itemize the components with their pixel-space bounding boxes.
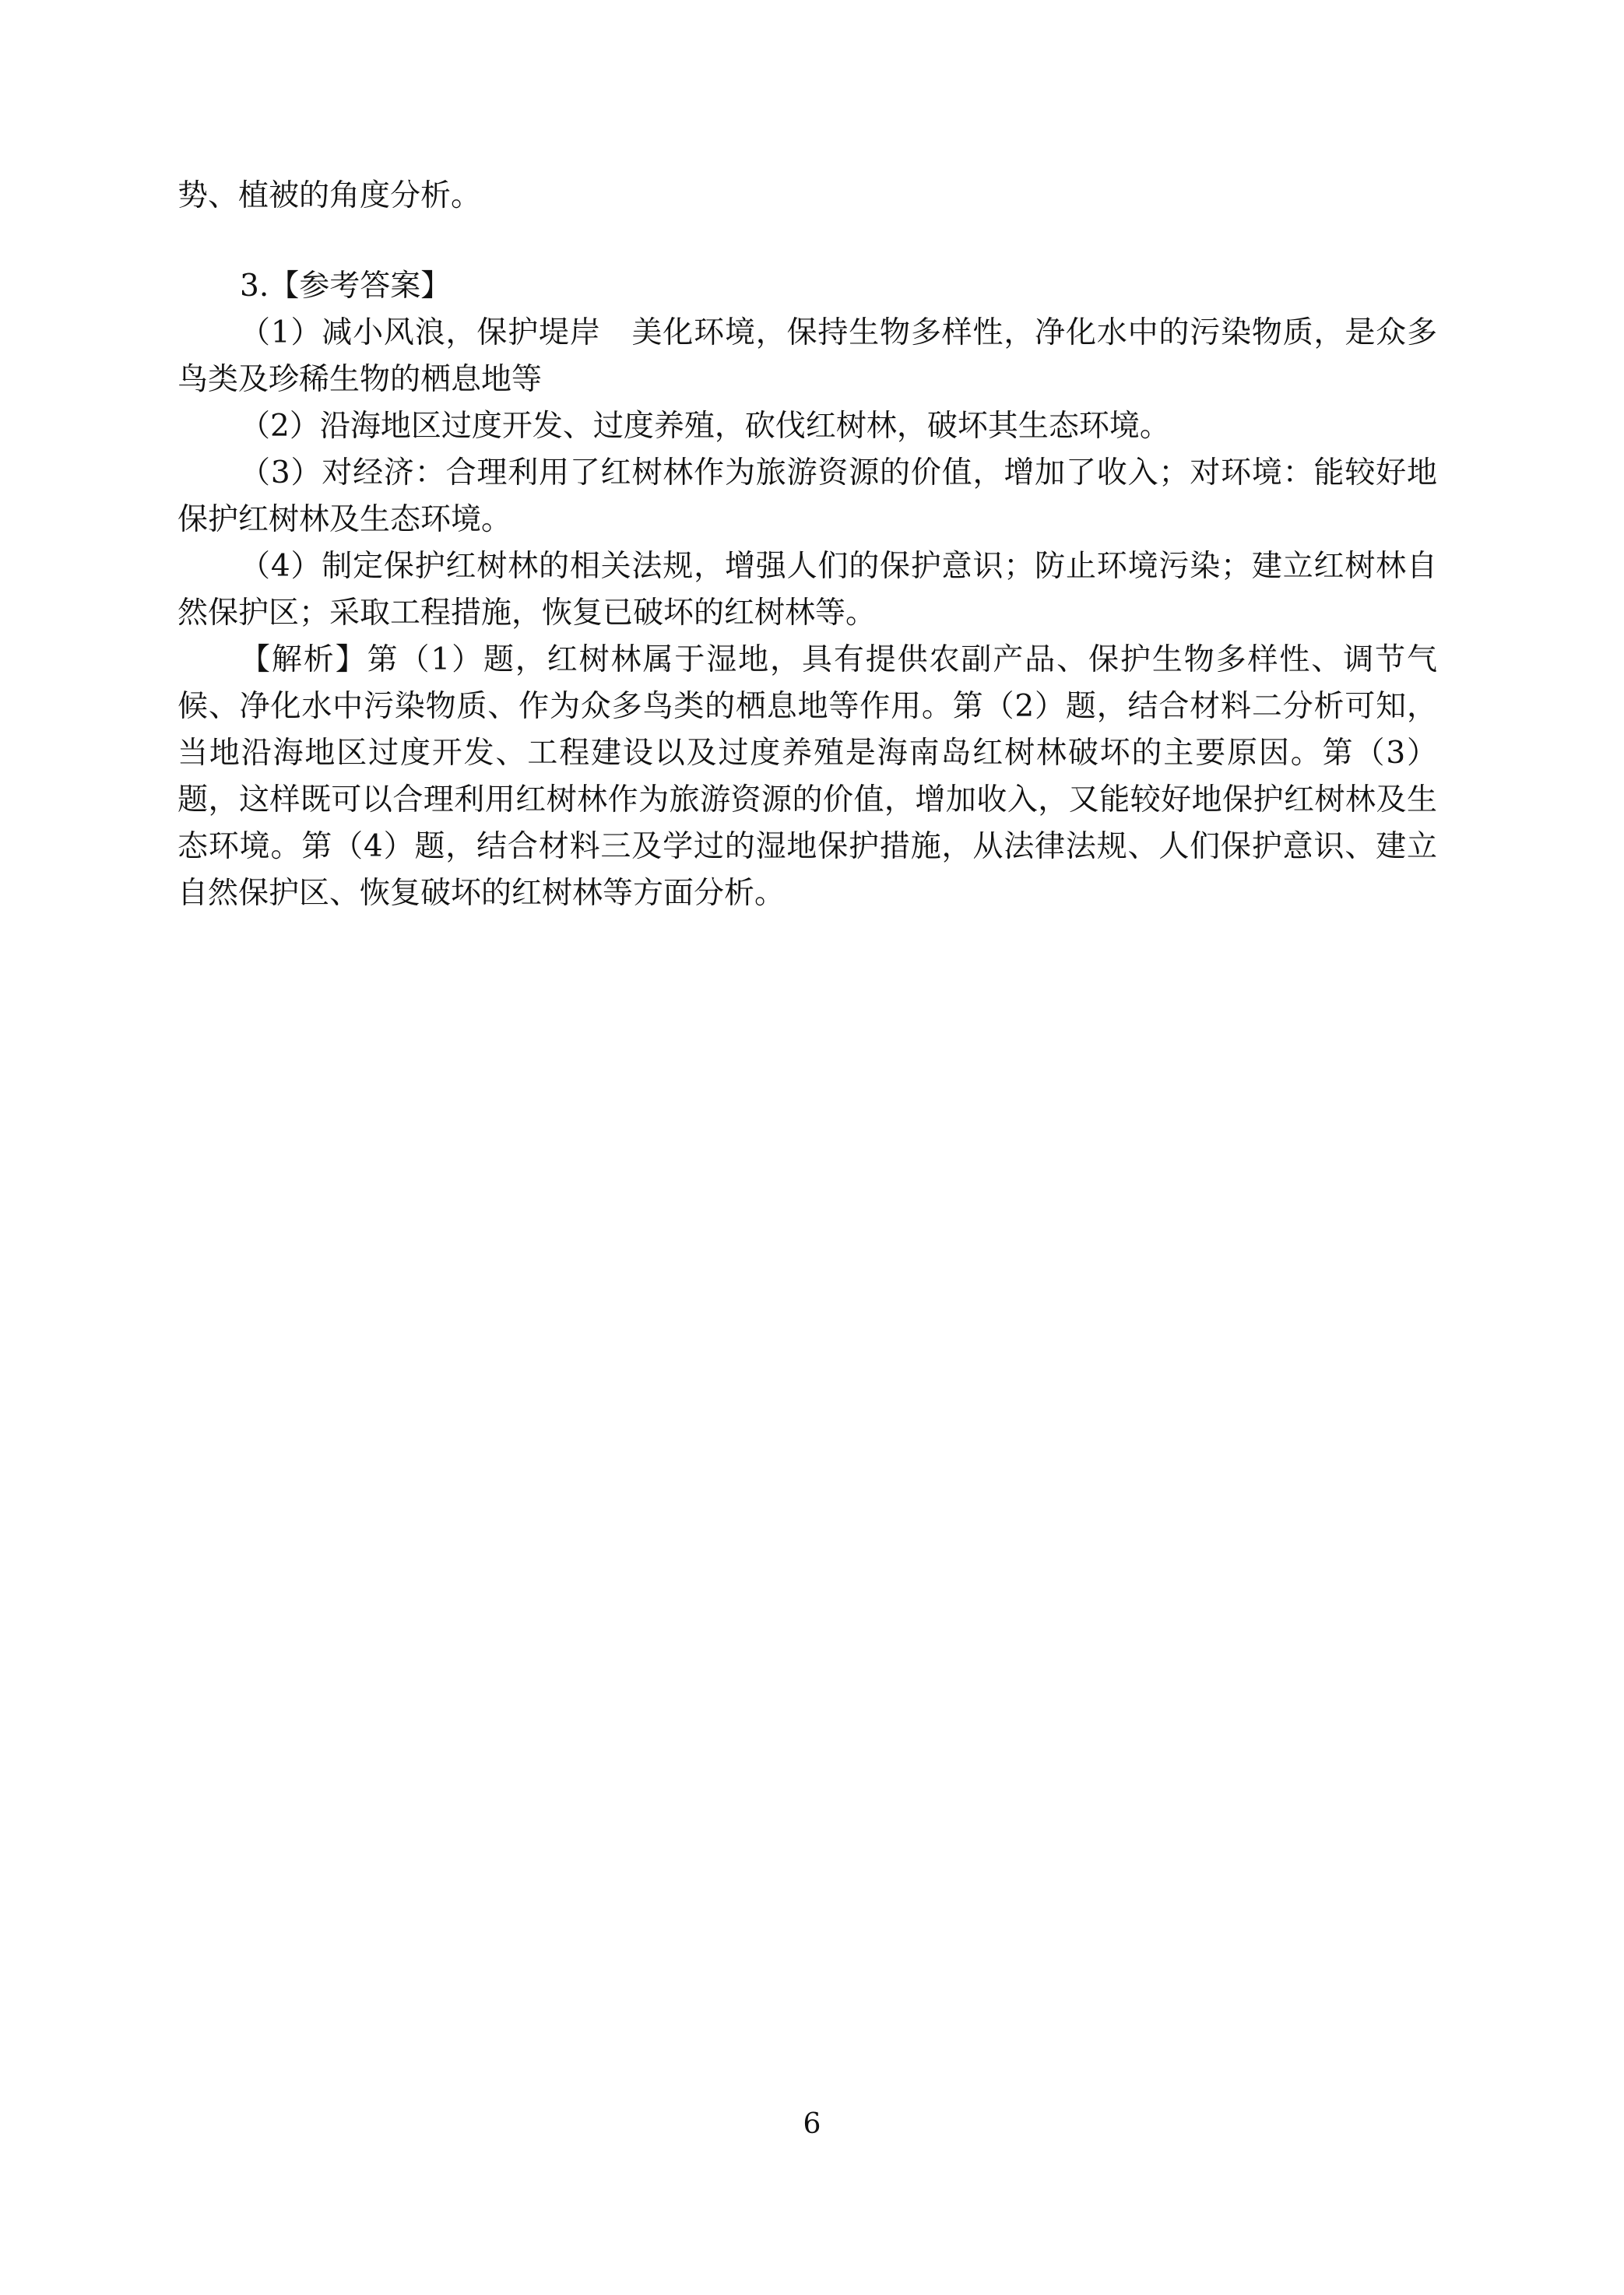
answer-1: （1）减小风浪，保护堤岸 美化环境，保持生物多样性，净化水中的污染物质，是众多鸟类及珍稀生物的栖息地等: [178, 315, 1437, 397]
analysis-paragraph: 【解析】第（1）题，红树林属于湿地，具有提供农副产品、保护生物多样性、调节气候、净化水中污染物质、作为众多鸟类的栖息地等作用。第（2）题，结合材料二分析可知，当地沿海地区过度开发、工程建设以及过度养殖是海南岛红树林破坏的主要原因。第（3）题，这样既可以合理利用红树林作为旅游资源的价值，增加收入，又能较好地保护红树林及生态环境。第（4）题，结合材料三及学过的湿地保护措施，从法律法规、人们保护意识、建立自然保护区、恢复破坏的红树林等方面分析。: [178, 642, 1437, 911]
lead-fragment: 势、植被的角度分析。: [178, 178, 482, 213]
answer-2: （2）沿海地区过度开发、过度养殖，砍伐红树林，破坏其生态环境。: [240, 409, 1170, 444]
answer-4: （4）制定保护红树林的相关法规，增强人们的保护意识；防止环境污染；建立红树林自然保护区；采取工程措施，恢复已破坏的红树林等。: [178, 549, 1437, 631]
page-content: [178, 173, 1437, 917]
section-heading: 3.【参考答案】: [240, 269, 452, 304]
answer-3: （3）对经济：合理利用了红树林作为旅游资源的价值，增加了收入；对环境：能较好地保护红树林及生态环境。: [178, 455, 1437, 537]
page-number: 6: [803, 2108, 821, 2140]
